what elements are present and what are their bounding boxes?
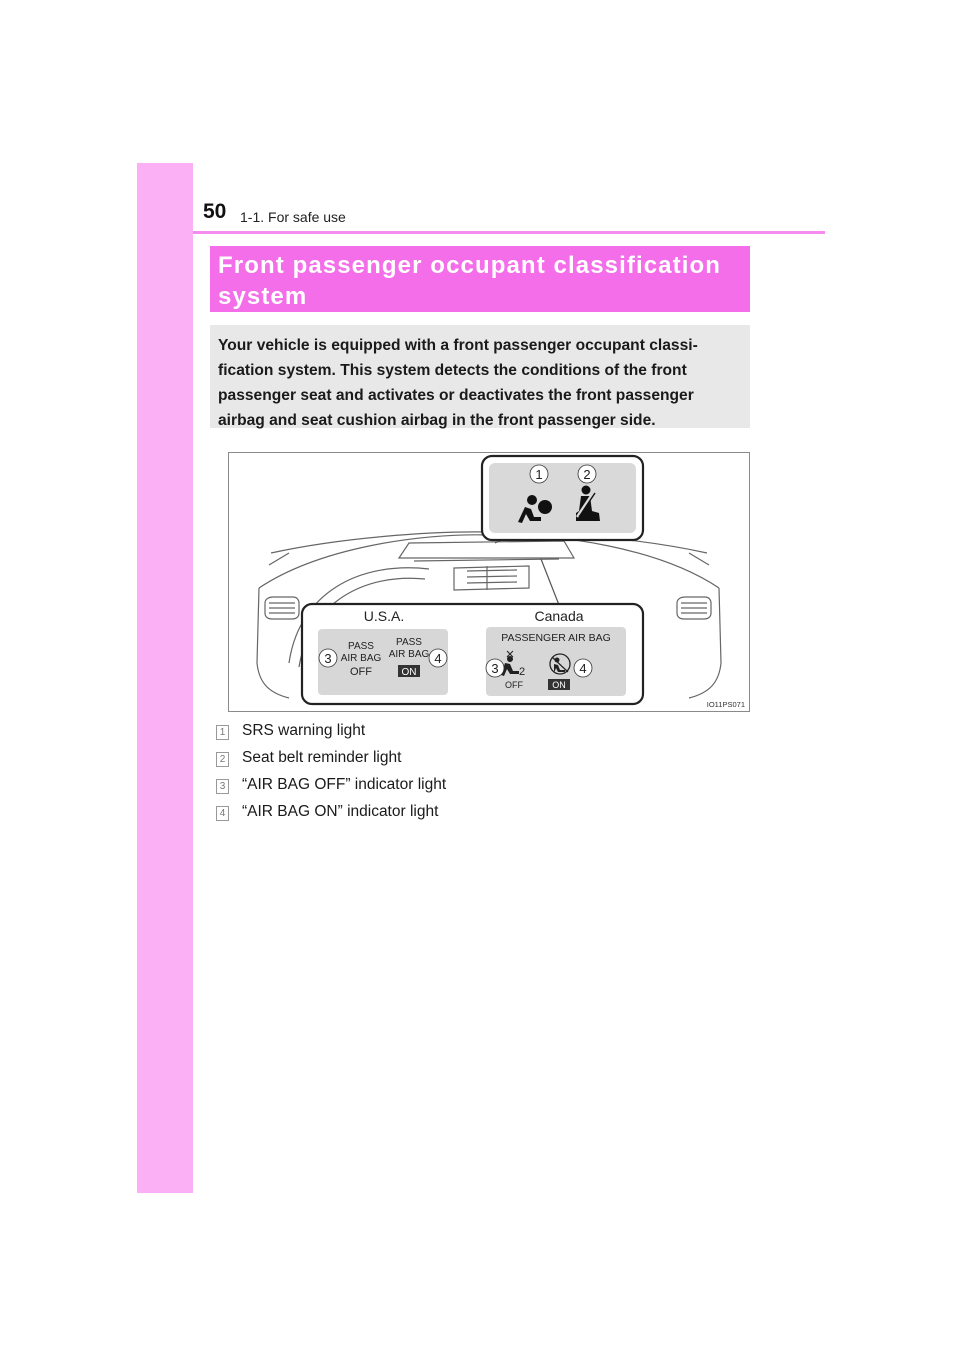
top-callout-panel [482, 456, 643, 540]
callout-1-label: 1 [535, 467, 543, 482]
legend-number: 4 [216, 806, 229, 821]
usa-off-line-1: PASS [348, 641, 374, 652]
callout-3-usa-label: 3 [324, 651, 332, 666]
canada-indicator-panel [486, 627, 626, 696]
callout-3-canada [486, 659, 504, 677]
page-title-line-2: system [218, 283, 308, 310]
section-heading: 1-1. For safe use [240, 209, 346, 225]
dashboard-figure [228, 452, 750, 712]
usa-off-line-2: AIR BAG [340, 653, 382, 664]
callout-4-usa-label: 4 [434, 651, 442, 666]
callout-1 [530, 465, 548, 483]
canada-on-badge: ON [552, 680, 566, 690]
page-number: 50 [203, 200, 227, 223]
intro-line-2: fication system. This system detects the conditions of the front [218, 362, 687, 379]
legend-number: 3 [216, 779, 229, 794]
callout-4-usa [429, 649, 447, 667]
side-tab-strip [137, 163, 193, 1193]
legend-text: SRS warning light [242, 722, 366, 739]
callout-4-canada [574, 659, 592, 677]
dashboard-illustration [229, 453, 749, 711]
page-title-line-1: Front passenger occupant classification [218, 252, 722, 279]
legend-number: 1 [216, 725, 229, 740]
callout-4-canada-label: 4 [579, 661, 587, 676]
usa-on-line-2: AIR BAG [388, 649, 430, 660]
canada-label: Canada [534, 608, 584, 624]
usa-on-line-1: PASS [396, 637, 422, 648]
usa-off-line-3: OFF [350, 666, 372, 678]
canada-header: PASSENGER AIR BAG [501, 632, 611, 644]
intro-line-1: Your vehicle is equipped with a front passenger occupant classi- [218, 337, 698, 354]
callout-2-label: 2 [583, 467, 591, 482]
intro-line-4: airbag and seat cushion airbag in the front passenger side. [218, 412, 656, 429]
intro-line-3: passenger seat and activates or deactivates the front passenger [218, 387, 694, 404]
canada-digit: 2 [518, 666, 526, 678]
usa-indicator-panel [318, 629, 448, 695]
callout-3-usa [319, 649, 337, 667]
usa-label: U.S.A. [363, 608, 405, 624]
header-rule [193, 231, 825, 234]
callout-3-canada-label: 3 [491, 661, 499, 676]
canada-off-label: OFF [505, 680, 523, 690]
figure-code: IO11PS071 [706, 700, 745, 709]
usa-on-badge: ON [401, 667, 417, 678]
legend-text: “AIR BAG ON” indicator light [242, 803, 439, 820]
legend-text: “AIR BAG OFF” indicator light [242, 776, 447, 793]
legend-text: Seat belt reminder light [242, 749, 402, 766]
legend-number: 2 [216, 752, 229, 767]
title-banner [210, 246, 750, 312]
intro-box [210, 325, 750, 428]
callout-2 [578, 465, 596, 483]
